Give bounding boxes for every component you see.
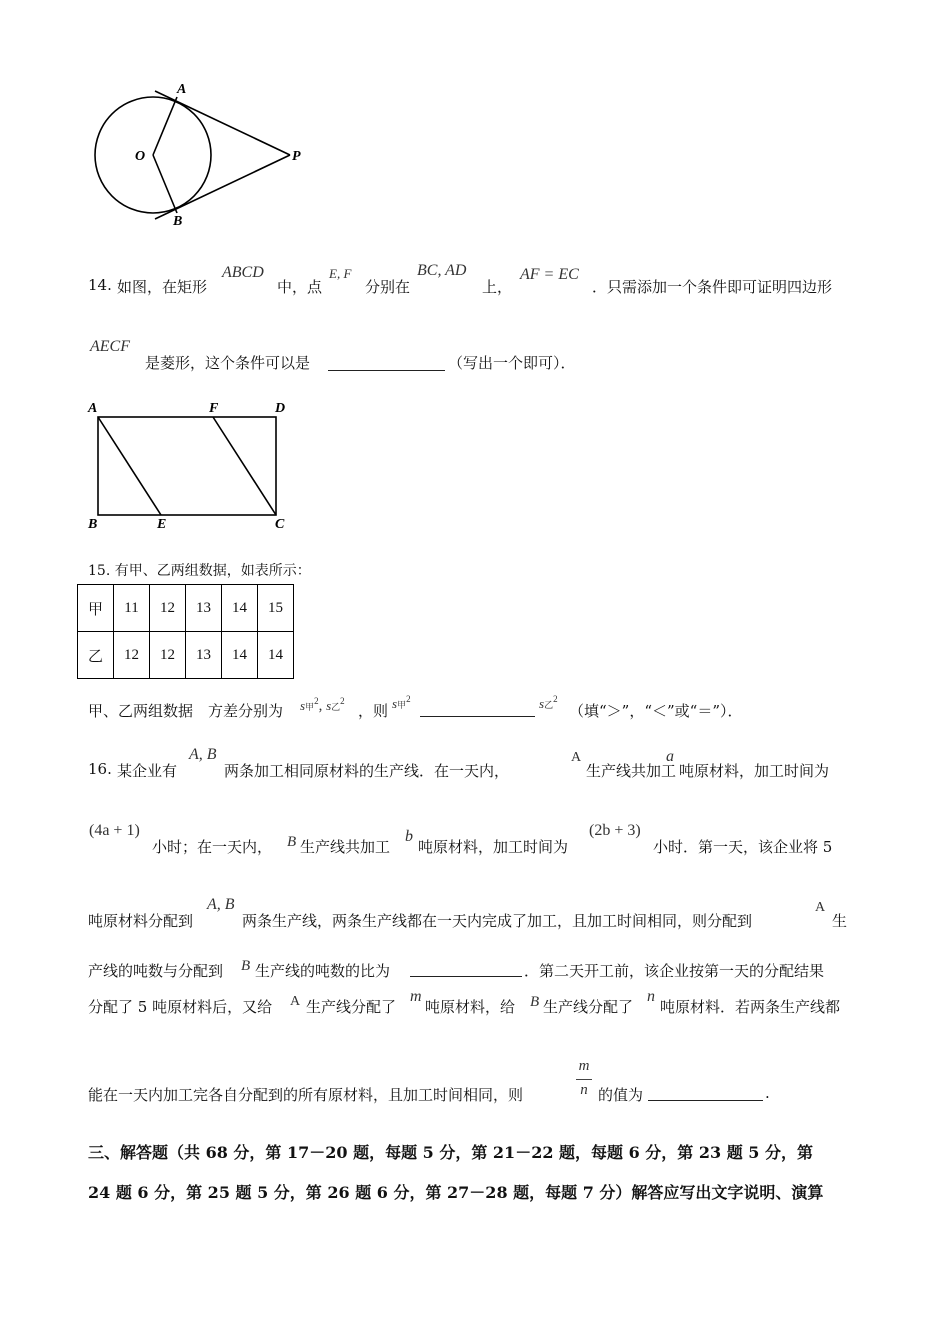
table-cell: 13 [186, 585, 222, 632]
table-cell: 乙 [78, 632, 114, 679]
q16-text-4: 吨原材料，加工时间为 [679, 762, 830, 780]
q15-variance-jia: s甲$^2$, s乙$^2$ [300, 696, 345, 714]
q16-text-8: 小时．第一天，该企业将 5 [653, 838, 833, 856]
q15-data-table [77, 584, 294, 679]
circle-tangent-figure [85, 75, 315, 235]
table-cell: 14 [222, 632, 258, 679]
q16-math-a-1: A [571, 750, 582, 765]
q15-text-2: ，则 [358, 702, 389, 720]
q16-text-9: 吨原材料分配到 [88, 912, 194, 930]
q16-text-16: 生产线分配了 [306, 998, 397, 1016]
table-cell: 15 [258, 585, 294, 632]
table-row [78, 585, 294, 632]
rect-e-label: E [157, 517, 167, 532]
q16-text-10: 两条生产线，两条生产线都在一天内完成了加工，且加工时间相同，则分配到 [242, 912, 753, 930]
q14-math-abcd: ABCD [222, 264, 264, 281]
point-b-label: B [173, 214, 183, 229]
q16-text-5: 小时；在一天内， [152, 838, 273, 856]
q16-text-3: 生产线共加工 [586, 762, 677, 780]
table-cell: 12 [150, 632, 186, 679]
q14-math-ef: E, F [329, 266, 352, 281]
q16-math-2b3: (2b + 3) [589, 822, 641, 839]
table-cell: 12 [114, 632, 150, 679]
q16-math-a-2: A [815, 900, 826, 915]
q15-intro: 15. 有甲、乙两组数据，如表所示： [88, 563, 311, 579]
table-row [78, 632, 294, 679]
rect-f-label: F [209, 401, 219, 416]
q16-text-13: 生产线的吨数的比为 [255, 962, 391, 980]
fraction-bar [576, 1079, 592, 1080]
q16-text-18: 生产线分配了 [543, 998, 634, 1016]
q14-text-4: 上， [482, 278, 513, 296]
q15-text-1: 甲、乙两组数据 方差分别为 [88, 702, 284, 720]
q16-text-12: 产线的吨数与分配到 [88, 962, 224, 980]
q14-math-af-ec: AF = EC [520, 266, 579, 283]
q15-variance-yi-2: s乙$^2$ [539, 694, 558, 711]
table-cell: 14 [258, 632, 294, 679]
q16-text-19: 吨原材料．若两条生产线都 [660, 998, 841, 1016]
q16-number: 16. [88, 760, 112, 778]
section3-heading-line1: 三、解答题（共 68 分，第 17－20 题，每题 5 分，第 21－22 题，每题 6 分，第 23 题 5 分，第 [88, 1143, 813, 1162]
q16-math-n: n [647, 988, 655, 1005]
q14-number: 14. [88, 276, 112, 294]
q16-text-21: 的值为 [598, 1086, 644, 1104]
q14-math-bcad: BC, AD [417, 262, 467, 279]
q16-math-ab-2: A, B [207, 896, 235, 913]
q16-math-a-3: A [290, 994, 301, 1009]
q16-math-b-3: B [530, 994, 540, 1010]
q16-text-14: ．第二天开工前，该企业按第一天的分配结果 [524, 962, 825, 980]
q16-text-15: 分配了 5 吨原材料后，又给 [88, 998, 273, 1016]
q16-math-b-2: B [241, 958, 251, 974]
rectangle-figure [85, 395, 295, 535]
point-o-label: O [135, 149, 146, 164]
table-cell: 14 [222, 585, 258, 632]
fraction-numerator: m [578, 1058, 590, 1074]
rect-b-label: B [88, 517, 98, 532]
q16-math-b-var: b [405, 828, 413, 845]
q14-text-3: 分别在 [365, 278, 411, 296]
point-p-label: P [292, 149, 301, 164]
q14-text-6: 是菱形，这个条件可以是 [145, 354, 311, 372]
q16-value-blank[interactable] [648, 1100, 763, 1101]
table-cell: 11 [114, 585, 150, 632]
table-cell: 12 [150, 585, 186, 632]
q16-text-6: 生产线共加工 [300, 838, 391, 856]
rect-d-label: D [275, 401, 286, 416]
q14-text-7: （写出一个即可）． [448, 354, 576, 372]
section3-heading-line2: 24 题 6 分，第 25 题 5 分，第 26 题 6 分，第 27－28 题，每题 7 分）解答应写出文字说明、演算 [88, 1183, 824, 1202]
fraction-denominator: n [580, 1082, 588, 1098]
q16-fraction [576, 1058, 592, 1099]
q15-variance-jia-2: s甲$^2$ [392, 694, 411, 711]
q14-text-2: 中，点 [277, 278, 323, 296]
q16-math-4a1: (4a + 1) [89, 822, 140, 839]
point-a-label: A [177, 82, 187, 97]
q14-text-1: 如图，在矩形 [117, 278, 208, 296]
q16-text-11: 生 [832, 912, 848, 930]
q16-text-2: 两条加工相同原材料的生产线．在一天内， [224, 762, 510, 780]
q16-ratio-blank[interactable] [410, 976, 522, 977]
q16-text-1: 某企业有 [117, 762, 178, 780]
q16-text-17: 吨原材料，给 [425, 998, 516, 1016]
q16-text-7: 吨原材料，加工时间为 [418, 838, 569, 856]
rect-a-label: A [88, 401, 98, 416]
q15-answer-blank[interactable] [420, 716, 535, 717]
q16-math-a-var: a [666, 748, 674, 765]
q14-math-aecf: AECF [90, 338, 130, 355]
q16-math-ab-1: A, B [189, 746, 217, 763]
q16-math-b-1: B [287, 834, 297, 850]
table-cell: 甲 [78, 585, 114, 632]
q15-text-3: （填“＞”，“＜”或“＝”）． [569, 702, 743, 720]
q14-text-5: ．只需添加一个条件即可证明四边形 [592, 278, 833, 296]
q16-text-20: 能在一天内加工完各自分配到的所有原材料，且加工时间相同，则 [88, 1086, 524, 1104]
rect-c-label: C [275, 517, 285, 532]
q14-answer-blank[interactable] [328, 370, 445, 371]
q16-math-m: m [410, 988, 422, 1005]
table-cell: 13 [186, 632, 222, 679]
q16-text-22: . [765, 1084, 770, 1102]
